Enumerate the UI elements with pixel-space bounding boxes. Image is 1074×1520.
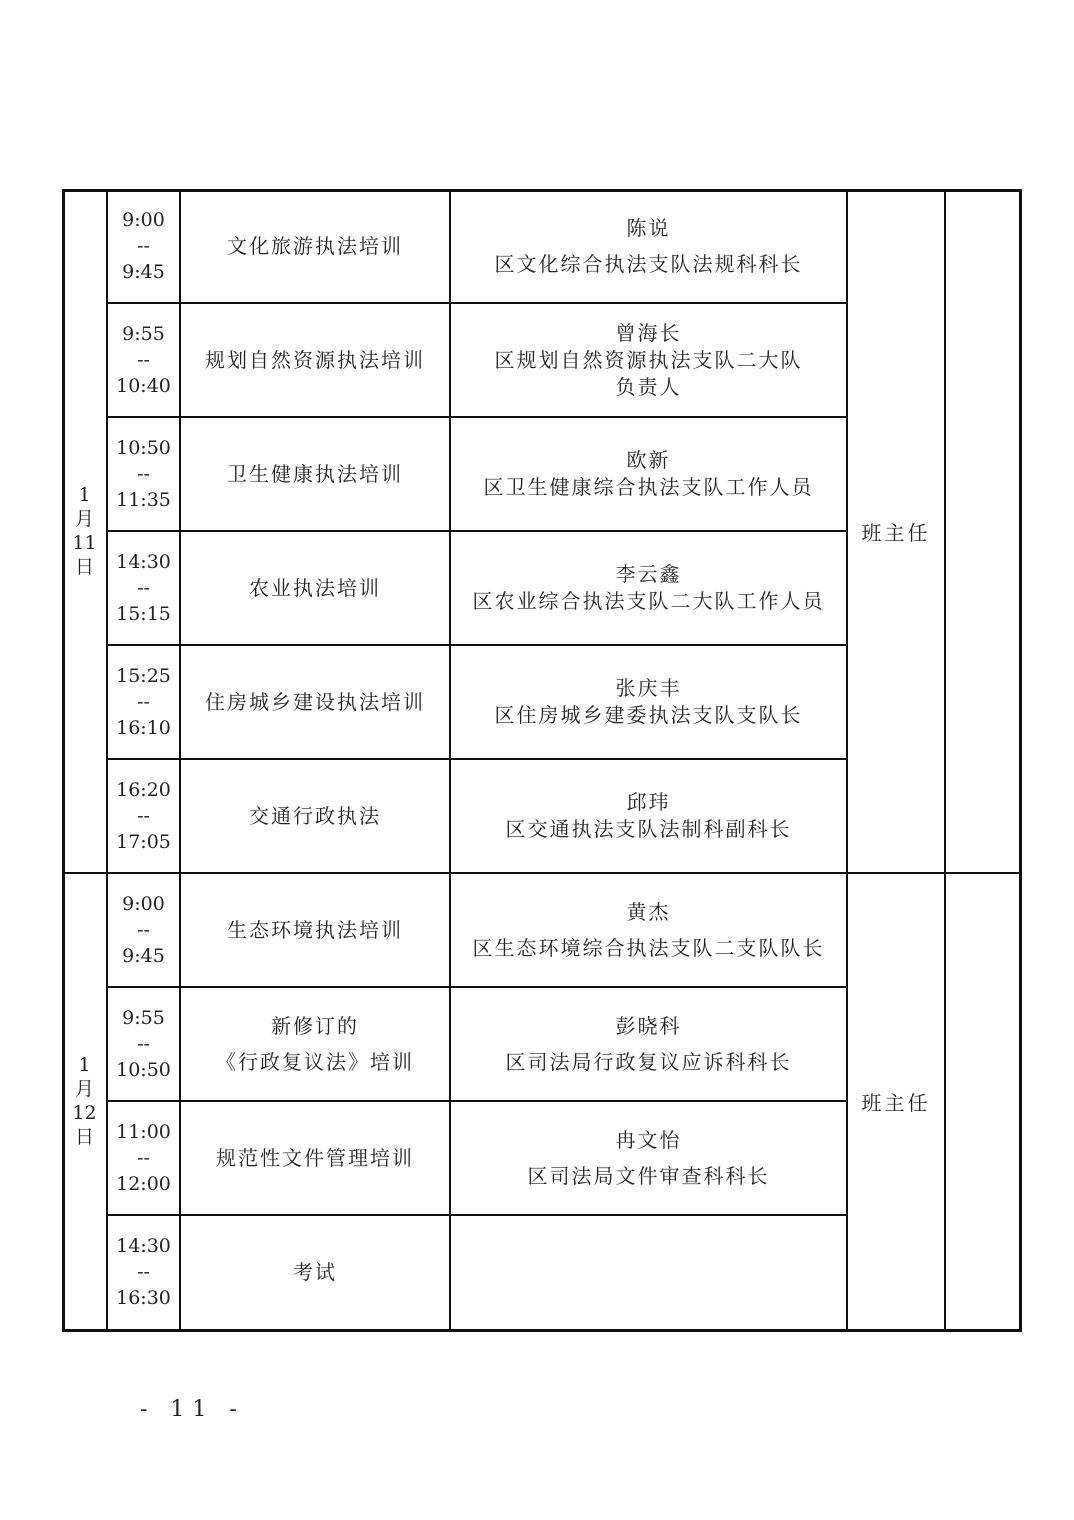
date-text: 日 — [74, 556, 94, 578]
speaker-cell — [450, 303, 847, 417]
time-cell — [107, 645, 180, 759]
topic-text: 住房城乡建设执法培训 — [205, 690, 425, 714]
speaker-name: 曾海长 — [615, 320, 682, 345]
speaker-name: 张庆丰 — [615, 676, 682, 700]
speaker-cell — [450, 873, 847, 987]
topic-text: 规划自然资源执法培训 — [205, 348, 425, 372]
speaker-cell — [450, 189, 847, 303]
topic-text: 文化旅游执法培训 — [227, 234, 403, 258]
time-cell — [107, 531, 180, 645]
time-separator: -- — [137, 919, 150, 941]
speaker-title: 区文化综合执法支队法规科科长 — [494, 252, 803, 276]
start-time: 11:00 — [116, 1121, 171, 1143]
topic-text: 卫生健康执法培训 — [227, 462, 403, 486]
time-cell — [107, 987, 180, 1101]
time-separator: -- — [137, 1033, 150, 1055]
topic-text: 规范性文件管理培训 — [216, 1146, 414, 1170]
speaker-name: 冉文怡 — [615, 1128, 682, 1152]
topic-cell — [180, 987, 450, 1101]
host-cell — [847, 189, 945, 873]
speaker-cell — [450, 417, 847, 531]
date-text: 11 — [72, 532, 97, 554]
time-separator: -- — [137, 349, 150, 371]
time-cell — [107, 1215, 180, 1329]
topic-text: 《行政复议法》培训 — [216, 1050, 414, 1074]
time-separator: -- — [137, 1261, 150, 1283]
start-time: 9:55 — [122, 323, 165, 345]
speaker-cell — [450, 1101, 847, 1215]
topic-cell — [180, 303, 450, 417]
topic-cell — [180, 1215, 450, 1329]
end-time: 12:00 — [116, 1173, 171, 1195]
topic-text: 考试 — [293, 1260, 337, 1284]
speaker-title: 区卫生健康综合执法支队工作人员 — [483, 475, 814, 499]
speaker-name: 李云鑫 — [615, 562, 682, 586]
date-text: 月 — [74, 1078, 94, 1100]
speaker-name: 欧新 — [626, 448, 671, 472]
remarks-cell — [945, 189, 1022, 873]
page-number: - 11 - — [140, 1397, 245, 1422]
start-time: 9:00 — [122, 209, 165, 231]
start-time: 9:00 — [122, 893, 165, 915]
end-time: 16:30 — [116, 1287, 171, 1309]
time-separator: -- — [137, 805, 150, 827]
speaker-title: 区司法局文件审查科科长 — [527, 1164, 770, 1188]
end-time: 16:10 — [116, 717, 171, 739]
date-cell — [62, 189, 107, 873]
topic-text: 生态环境执法培训 — [227, 918, 403, 942]
date-text: 1 — [78, 1054, 91, 1076]
speaker-title: 区农业综合执法支队二大队工作人员 — [472, 589, 825, 613]
end-time: 9:45 — [122, 945, 165, 967]
topic-cell — [180, 531, 450, 645]
date-text: 日 — [74, 1126, 94, 1148]
date-text: 1 — [78, 484, 91, 506]
date-cell — [62, 873, 107, 1329]
end-time: 11:35 — [116, 489, 171, 511]
time-cell — [107, 303, 180, 417]
speaker-cell — [450, 759, 847, 873]
end-time: 10:40 — [116, 375, 171, 397]
time-cell — [107, 417, 180, 531]
end-time: 9:45 — [122, 261, 165, 283]
speaker-name: 黄杰 — [626, 900, 671, 924]
topic-cell — [180, 417, 450, 531]
end-time: 10:50 — [116, 1059, 171, 1081]
speaker-cell — [450, 1215, 847, 1329]
start-time: 14:30 — [116, 1235, 171, 1257]
topic-cell — [180, 873, 450, 987]
schedule-table — [62, 189, 1022, 1332]
topic-text: 交通行政执法 — [249, 804, 381, 828]
date-text: 12 — [72, 1102, 97, 1124]
time-separator: -- — [137, 691, 150, 713]
speaker-cell — [450, 645, 847, 759]
remarks-cell — [945, 873, 1022, 1329]
topic-text: 农业执法培训 — [249, 576, 381, 600]
host-cell — [847, 873, 945, 1329]
end-time: 15:15 — [116, 603, 171, 625]
speaker-title: 区司法局行政复议应诉科科长 — [505, 1050, 792, 1074]
time-separator: -- — [137, 577, 150, 599]
topic-cell — [180, 189, 450, 303]
speaker-title: 区住房城乡建委执法支队支队长 — [494, 703, 803, 727]
topic-text: 新修订的 — [271, 1014, 359, 1038]
speaker-title: 区交通执法支队法制科副科长 — [505, 817, 792, 841]
speaker-name: 彭晓科 — [615, 1014, 682, 1038]
time-separator: -- — [137, 235, 150, 257]
date-text: 月 — [74, 508, 94, 530]
time-separator: -- — [137, 1147, 150, 1169]
speaker-title: 区规划自然资源执法支队二大队 — [494, 347, 803, 372]
topic-cell — [180, 759, 450, 873]
start-time: 10:50 — [116, 437, 171, 459]
time-cell — [107, 759, 180, 873]
time-cell — [107, 873, 180, 987]
speaker-name: 陈说 — [626, 216, 671, 240]
time-separator: -- — [137, 463, 150, 485]
start-time: 14:30 — [116, 551, 171, 573]
start-time: 9:55 — [122, 1007, 165, 1029]
speaker-title: 负责人 — [615, 374, 682, 399]
speaker-cell — [450, 531, 847, 645]
host-text: 班主任 — [861, 520, 931, 545]
speaker-cell — [450, 987, 847, 1101]
topic-cell — [180, 1101, 450, 1215]
time-cell — [107, 1101, 180, 1215]
host-text: 班主任 — [861, 1090, 931, 1115]
time-cell — [107, 189, 180, 303]
start-time: 16:20 — [116, 779, 171, 801]
speaker-name: 邱玮 — [626, 790, 671, 814]
topic-cell — [180, 645, 450, 759]
end-time: 17:05 — [116, 831, 171, 853]
start-time: 15:25 — [116, 665, 171, 687]
speaker-title: 区生态环境综合执法支队二支队队长 — [472, 936, 825, 960]
